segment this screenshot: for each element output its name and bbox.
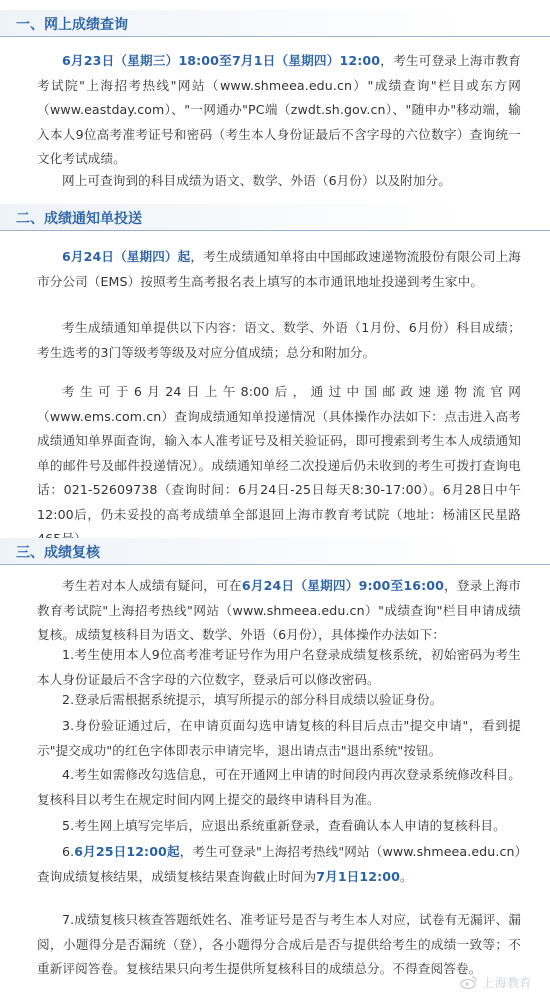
list-item [37,840,521,889]
highlight-time: 6月25日12:00起 [74,844,180,859]
weibo-watermark [460,974,532,991]
paragraph-text: ，考生可登录上海市教育考试院"上海招考热线"网站（www.shmeea.edu.cn）"成绩查询"栏目或东方网（www.eastday.com）、"一网通办"PC端（zwdt.sh.gov.cn）、"随申办"移动端，输入本人9位高考准考证号和密码（考生本人身份证最后不含字母的六位数字）查询统一文化考试成绩。 [37,53,521,166]
section-header-2 [0,204,550,231]
list-item: 2.登录后需根据系统提示，填写所提示的部分科目成绩以验证身份。 [62,692,443,707]
item-text: 。 [399,868,413,884]
paragraph-text: ，考生成绩通知单将由中国邮政速递物流股份有限公司上海市分公司（EMS）按照考生高考报名表上填写的本市通讯地址投递到考生家中。 [37,249,521,289]
list-item: 3.身份验证通过后，在申请页面勾选申请复核的科目后点击"提交申请"，看到提示"提交成功"的红色字体即表示申请完毕，退出请点击"退出系统"按钮。 [37,718,521,758]
paragraph [37,574,521,648]
section-title: 一、网上成绩查询 [16,17,128,33]
watermark-text: 上海教育 [481,976,532,990]
list-item: 7.成绩复核只核查答题纸姓名、准考证号是否与考生本人对应，试卷有无漏评、漏阅，小题得分是否漏统（登），各小题得分合成后是否与提供给考生的成绩一致等；不重新评阅答卷。复核结果只向考生提供所复核科目的成绩总分。不得查阅答卷。 [37,912,521,976]
list-item: 1.考生使用本人9位高考准考证号作为用户名登录成绩复核系统，初始密码为考生本人身份证最后不含字母的六位数字，登录后可以修改密码。 [37,647,521,687]
section-title: 三、成绩复核 [16,545,100,561]
paragraph [37,245,521,294]
paragraph: 考生可于6月24日上午8:00后，通过中国邮政速递物流官网（www.ems.com.cn）查询成绩通知单投递情况（具体操作办法如下：点击进入高考成绩通知单界面查询，输入本人准考证号及相关验证码，即可搜索到考生本人成绩通知单的邮件号及邮件投递情况）。成绩通知单经二次投递后仍未收到的考生可拨打查询电话：021-52609738（查询时间：6月24日-25日每天8:30-17:00）。6月28日中午12:00后，仍未妥投的高考成绩单全部退回上海市教育考试院（地址：杨浦区民星路 [37,384,521,522]
paragraph-text: ，登录上海市教育考试院"上海招考热线"网站（www.shmeea.edu.cn）"成绩查询"栏目申请成绩复核。成绩复核科目为语文、数学、外语（6月份），具体操作办法如下： [37,578,522,642]
highlight-time: 7月1日12:00 [316,868,400,884]
paragraph: 考生成绩通知单提供以下内容：语文、数学、外语（1月份、6月份）科目成绩；考生选考的3门等级考等级及对应分值成绩；总分和附加分。 [37,320,521,360]
list-item: 4.考生如需修改勾选信息，可在开通网上申请的时间段内再次登录系统修改科目。复核科目以考生在规定时间内网上提交的最终申请科目为准。 [37,767,521,807]
section-header-3 [0,538,550,565]
item-number: 6. [62,844,75,859]
highlight-time: 6月24日（星期四）起 [62,249,191,264]
paragraph-text: 考生若对本人成绩有疑问，可在 [62,578,242,593]
list-item: 5.考生网上填写完毕后，应退出系统重新登录，查看确认本人申请的复核科目。 [62,818,506,833]
section-header-1 [0,10,550,37]
weibo-logo-icon [460,975,478,989]
highlight-time: 6月23日（星期三）18:00至7月1日（星期四）12:00 [62,53,381,68]
item-text: ，考生可登录"上海招考热线"网站（www.shmeea.edu.cn）查询成绩复核结果，成绩复核结果查询截止时间为 [37,844,521,884]
paragraph: 网上可查询到的科目成绩为语文、数学、外语（6月份）以及附加分。 [62,173,451,188]
paragraph [37,49,521,172]
highlight-time: 6月24日（星期四）9:00至16:00 [241,578,444,593]
section-title: 二、成绩通知单投送 [16,211,142,227]
